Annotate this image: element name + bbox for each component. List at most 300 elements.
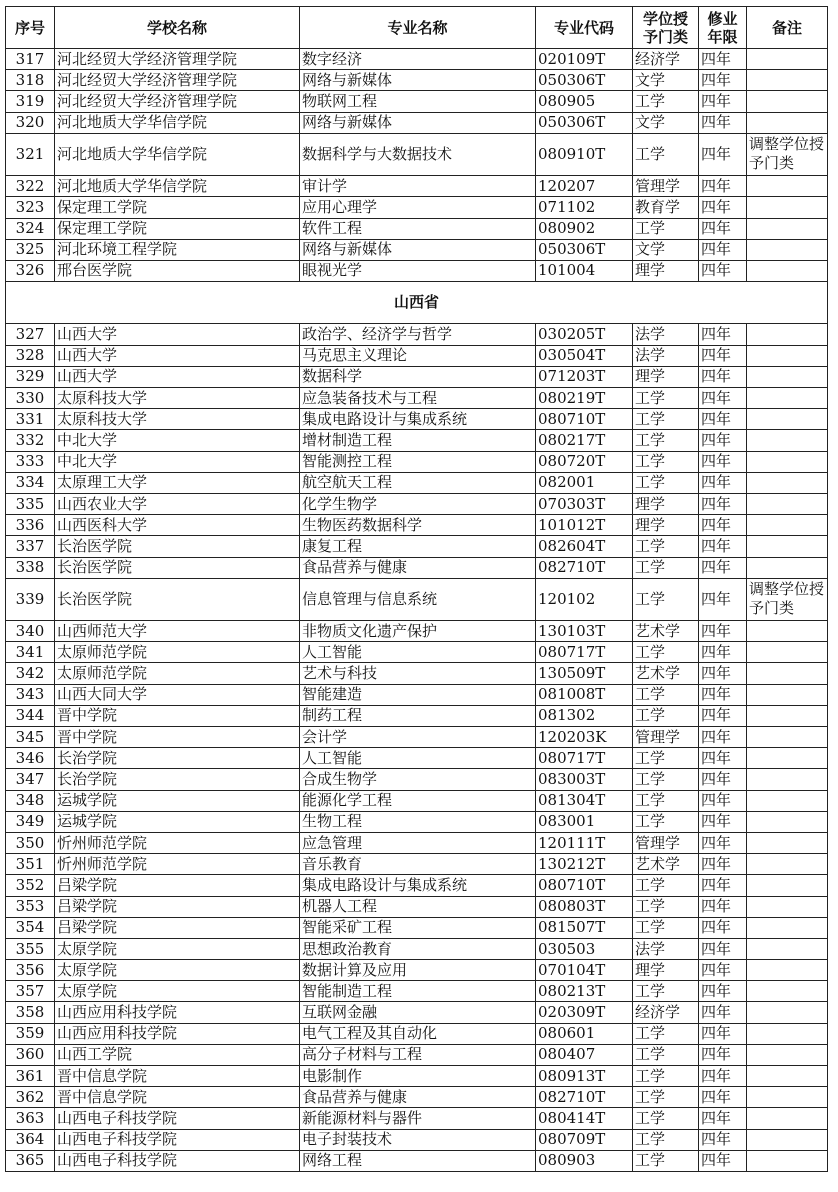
cell-degree: 工学 xyxy=(633,1087,699,1108)
cell-major: 智能采矿工程 xyxy=(300,917,536,938)
cell-degree: 工学 xyxy=(633,409,699,430)
cell-years: 四年 xyxy=(699,49,747,70)
cell-seq: 348 xyxy=(6,790,55,811)
cell-years: 四年 xyxy=(699,748,747,769)
cell-major: 电影制作 xyxy=(300,1066,536,1087)
cell-seq: 341 xyxy=(6,642,55,663)
cell-years: 四年 xyxy=(699,1023,747,1044)
cell-years: 四年 xyxy=(699,1002,747,1023)
cell-code: 130509T xyxy=(536,663,633,684)
cell-degree: 工学 xyxy=(633,91,699,112)
cell-note xyxy=(747,981,828,1002)
cell-major: 生物工程 xyxy=(300,811,536,832)
cell-seq: 361 xyxy=(6,1066,55,1087)
table-row xyxy=(6,557,828,578)
cell-degree: 理学 xyxy=(633,960,699,981)
cell-major: 眼视光学 xyxy=(300,260,536,281)
cell-major: 应急装备技术与工程 xyxy=(300,388,536,409)
header-code: 专业代码 xyxy=(536,7,633,49)
cell-note: 调整学位授予门类 xyxy=(747,133,828,175)
cell-seq: 351 xyxy=(6,854,55,875)
cell-seq: 322 xyxy=(6,176,55,197)
cell-years: 四年 xyxy=(699,960,747,981)
cell-school: 山西电子科技学院 xyxy=(55,1108,300,1129)
cell-degree: 工学 xyxy=(633,557,699,578)
table-header xyxy=(6,7,828,49)
cell-years: 四年 xyxy=(699,854,747,875)
cell-note xyxy=(747,727,828,748)
cell-seq: 342 xyxy=(6,663,55,684)
cell-note xyxy=(747,324,828,345)
cell-years: 四年 xyxy=(699,91,747,112)
header-years xyxy=(699,7,747,49)
cell-seq: 354 xyxy=(6,917,55,938)
cell-seq: 324 xyxy=(6,218,55,239)
cell-years: 四年 xyxy=(699,790,747,811)
cell-major: 制药工程 xyxy=(300,705,536,726)
cell-years: 四年 xyxy=(699,112,747,133)
cell-degree: 工学 xyxy=(633,472,699,493)
cell-code: 020309T xyxy=(536,1002,633,1023)
header-degree xyxy=(633,7,699,49)
cell-school: 山西电子科技学院 xyxy=(55,1150,300,1171)
cell-note xyxy=(747,1002,828,1023)
cell-code: 080219T xyxy=(536,388,633,409)
cell-seq: 353 xyxy=(6,896,55,917)
cell-note xyxy=(747,642,828,663)
cell-years: 四年 xyxy=(699,218,747,239)
table-row xyxy=(6,832,828,853)
cell-code: 080717T xyxy=(536,748,633,769)
cell-major: 物联网工程 xyxy=(300,91,536,112)
cell-note xyxy=(747,70,828,91)
cell-code: 080710T xyxy=(536,409,633,430)
cell-years: 四年 xyxy=(699,239,747,260)
cell-major: 人工智能 xyxy=(300,748,536,769)
cell-years: 四年 xyxy=(699,917,747,938)
cell-years: 四年 xyxy=(699,1129,747,1150)
table-row xyxy=(6,1066,828,1087)
cell-note xyxy=(747,854,828,875)
cell-degree: 工学 xyxy=(633,917,699,938)
cell-major: 网络与新媒体 xyxy=(300,239,536,260)
cell-years: 四年 xyxy=(699,409,747,430)
table-row xyxy=(6,811,828,832)
cell-school: 忻州师范学院 xyxy=(55,854,300,875)
cell-code: 080407 xyxy=(536,1044,633,1065)
table-row xyxy=(6,49,828,70)
cell-school: 山西大同大学 xyxy=(55,684,300,705)
cell-school: 山西医科大学 xyxy=(55,515,300,536)
cell-school: 长治医学院 xyxy=(55,557,300,578)
cell-school: 长治医学院 xyxy=(55,578,300,620)
table-row xyxy=(6,515,828,536)
cell-note xyxy=(747,176,828,197)
cell-note xyxy=(747,790,828,811)
cell-note xyxy=(747,875,828,896)
cell-degree: 工学 xyxy=(633,748,699,769)
cell-seq: 331 xyxy=(6,409,55,430)
cell-degree: 教育学 xyxy=(633,197,699,218)
cell-years: 四年 xyxy=(699,811,747,832)
cell-school: 太原学院 xyxy=(55,960,300,981)
cell-school: 吕梁学院 xyxy=(55,896,300,917)
cell-seq: 336 xyxy=(6,515,55,536)
cell-school: 太原师范学院 xyxy=(55,642,300,663)
cell-code: 030205T xyxy=(536,324,633,345)
cell-seq: 317 xyxy=(6,49,55,70)
cell-code: 080910T xyxy=(536,133,633,175)
table-row xyxy=(6,409,828,430)
cell-seq: 360 xyxy=(6,1044,55,1065)
cell-major: 集成电路设计与集成系统 xyxy=(300,409,536,430)
cell-seq: 334 xyxy=(6,472,55,493)
cell-major: 数据科学 xyxy=(300,366,536,387)
cell-years: 四年 xyxy=(699,133,747,175)
cell-school: 河北地质大学华信学院 xyxy=(55,133,300,175)
cell-code: 083003T xyxy=(536,769,633,790)
cell-school: 山西应用科技学院 xyxy=(55,1002,300,1023)
cell-code: 050306T xyxy=(536,112,633,133)
cell-years: 四年 xyxy=(699,260,747,281)
table-row xyxy=(6,917,828,938)
cell-note xyxy=(747,49,828,70)
cell-seq: 325 xyxy=(6,239,55,260)
cell-note xyxy=(747,345,828,366)
cell-seq: 356 xyxy=(6,960,55,981)
cell-school: 晋中信息学院 xyxy=(55,1087,300,1108)
cell-years: 四年 xyxy=(699,493,747,514)
cell-code: 101012T xyxy=(536,515,633,536)
cell-code: 101004 xyxy=(536,260,633,281)
cell-major: 数据科学与大数据技术 xyxy=(300,133,536,175)
table-row xyxy=(6,133,828,175)
cell-seq: 326 xyxy=(6,260,55,281)
cell-degree: 工学 xyxy=(633,1108,699,1129)
cell-years: 四年 xyxy=(699,621,747,642)
cell-note xyxy=(747,536,828,557)
cell-school: 吕梁学院 xyxy=(55,917,300,938)
cell-school: 太原科技大学 xyxy=(55,388,300,409)
table-row xyxy=(6,1129,828,1150)
table-row xyxy=(6,960,828,981)
cell-degree: 经济学 xyxy=(633,1002,699,1023)
cell-major: 网络与新媒体 xyxy=(300,70,536,91)
cell-note xyxy=(747,239,828,260)
cell-years: 四年 xyxy=(699,536,747,557)
header-major: 专业名称 xyxy=(300,7,536,49)
cell-code: 080803T xyxy=(536,896,633,917)
cell-years: 四年 xyxy=(699,875,747,896)
cell-school: 河北地质大学华信学院 xyxy=(55,176,300,197)
cell-code: 030503 xyxy=(536,938,633,959)
cell-code: 081304T xyxy=(536,790,633,811)
cell-years: 四年 xyxy=(699,1150,747,1171)
cell-years: 四年 xyxy=(699,663,747,684)
cell-degree: 工学 xyxy=(633,896,699,917)
cell-degree: 工学 xyxy=(633,769,699,790)
cell-school: 山西电子科技学院 xyxy=(55,1129,300,1150)
cell-degree: 工学 xyxy=(633,875,699,896)
table-row xyxy=(6,324,828,345)
cell-years: 四年 xyxy=(699,388,747,409)
table-row xyxy=(6,748,828,769)
cell-major: 互联网金融 xyxy=(300,1002,536,1023)
cell-school: 河北地质大学华信学院 xyxy=(55,112,300,133)
cell-code: 120203K xyxy=(536,727,633,748)
cell-years: 四年 xyxy=(699,515,747,536)
cell-code: 071203T xyxy=(536,366,633,387)
header-seq: 序号 xyxy=(6,7,55,49)
table-row xyxy=(6,260,828,281)
cell-major: 智能制造工程 xyxy=(300,981,536,1002)
cell-years: 四年 xyxy=(699,832,747,853)
cell-years: 四年 xyxy=(699,705,747,726)
cell-degree: 文学 xyxy=(633,239,699,260)
cell-major: 能源化学工程 xyxy=(300,790,536,811)
table-row xyxy=(6,642,828,663)
cell-years: 四年 xyxy=(699,642,747,663)
cell-degree: 经济学 xyxy=(633,49,699,70)
table-row xyxy=(6,197,828,218)
cell-school: 河北环境工程学院 xyxy=(55,239,300,260)
cell-seq: 346 xyxy=(6,748,55,769)
cell-seq: 338 xyxy=(6,557,55,578)
cell-seq: 330 xyxy=(6,388,55,409)
cell-degree: 工学 xyxy=(633,642,699,663)
cell-years: 四年 xyxy=(699,769,747,790)
cell-years: 四年 xyxy=(699,1066,747,1087)
cell-code: 080709T xyxy=(536,1129,633,1150)
cell-years: 四年 xyxy=(699,345,747,366)
table-row xyxy=(6,70,828,91)
cell-code: 070303T xyxy=(536,493,633,514)
cell-note xyxy=(747,896,828,917)
cell-major: 集成电路设计与集成系统 xyxy=(300,875,536,896)
cell-major: 网络工程 xyxy=(300,1150,536,1171)
cell-seq: 359 xyxy=(6,1023,55,1044)
cell-major: 马克思主义理论 xyxy=(300,345,536,366)
cell-code: 130212T xyxy=(536,854,633,875)
cell-seq: 333 xyxy=(6,451,55,472)
cell-school: 晋中学院 xyxy=(55,727,300,748)
cell-school: 中北大学 xyxy=(55,430,300,451)
cell-degree: 工学 xyxy=(633,811,699,832)
cell-degree: 工学 xyxy=(633,388,699,409)
table-row xyxy=(6,727,828,748)
section-title: 山西省 xyxy=(6,282,828,324)
cell-seq: 344 xyxy=(6,705,55,726)
cell-degree: 工学 xyxy=(633,790,699,811)
cell-note: 调整学位授予门类 xyxy=(747,578,828,620)
cell-note xyxy=(747,1023,828,1044)
cell-major: 信息管理与信息系统 xyxy=(300,578,536,620)
cell-seq: 362 xyxy=(6,1087,55,1108)
cell-seq: 328 xyxy=(6,345,55,366)
cell-school: 运城学院 xyxy=(55,790,300,811)
cell-seq: 347 xyxy=(6,769,55,790)
cell-code: 080213T xyxy=(536,981,633,1002)
cell-school: 山西工学院 xyxy=(55,1044,300,1065)
cell-note xyxy=(747,388,828,409)
cell-years: 四年 xyxy=(699,684,747,705)
cell-major: 新能源材料与器件 xyxy=(300,1108,536,1129)
table-row xyxy=(6,536,828,557)
cell-major: 应用心理学 xyxy=(300,197,536,218)
cell-seq: 340 xyxy=(6,621,55,642)
cell-code: 071102 xyxy=(536,197,633,218)
cell-code: 080717T xyxy=(536,642,633,663)
cell-degree: 管理学 xyxy=(633,176,699,197)
cell-seq: 329 xyxy=(6,366,55,387)
cell-note xyxy=(747,1108,828,1129)
cell-major: 食品营养与健康 xyxy=(300,1087,536,1108)
cell-note xyxy=(747,705,828,726)
cell-degree: 工学 xyxy=(633,1066,699,1087)
cell-years: 四年 xyxy=(699,981,747,1002)
cell-major: 食品营养与健康 xyxy=(300,557,536,578)
cell-note xyxy=(747,493,828,514)
cell-degree: 工学 xyxy=(633,1023,699,1044)
header-degree-line2: 予门类 xyxy=(642,27,688,46)
cell-note xyxy=(747,748,828,769)
cell-degree: 工学 xyxy=(633,981,699,1002)
cell-code: 020109T xyxy=(536,49,633,70)
cell-degree: 工学 xyxy=(633,1044,699,1065)
cell-note xyxy=(747,218,828,239)
cell-note xyxy=(747,557,828,578)
cell-code: 081008T xyxy=(536,684,633,705)
cell-degree: 法学 xyxy=(633,938,699,959)
cell-note xyxy=(747,684,828,705)
cell-school: 河北经贸大学经济管理学院 xyxy=(55,49,300,70)
cell-major: 生物医药数据科学 xyxy=(300,515,536,536)
table-row xyxy=(6,472,828,493)
table-row xyxy=(6,239,828,260)
cell-seq: 343 xyxy=(6,684,55,705)
table-row xyxy=(6,345,828,366)
cell-degree: 工学 xyxy=(633,705,699,726)
table-row xyxy=(6,981,828,1002)
cell-seq: 323 xyxy=(6,197,55,218)
cell-seq: 352 xyxy=(6,875,55,896)
table-row xyxy=(6,91,828,112)
header-note: 备注 xyxy=(747,7,828,49)
cell-code: 080601 xyxy=(536,1023,633,1044)
table-row xyxy=(6,1044,828,1065)
cell-note xyxy=(747,515,828,536)
cell-school: 保定理工学院 xyxy=(55,197,300,218)
cell-degree: 工学 xyxy=(633,451,699,472)
cell-years: 四年 xyxy=(699,366,747,387)
cell-degree: 工学 xyxy=(633,536,699,557)
cell-school: 太原学院 xyxy=(55,938,300,959)
cell-degree: 艺术学 xyxy=(633,621,699,642)
cell-major: 航空航天工程 xyxy=(300,472,536,493)
cell-major: 音乐教育 xyxy=(300,854,536,875)
cell-years: 四年 xyxy=(699,197,747,218)
cell-major: 智能建造 xyxy=(300,684,536,705)
cell-seq: 358 xyxy=(6,1002,55,1023)
table-row xyxy=(6,493,828,514)
cell-years: 四年 xyxy=(699,472,747,493)
cell-code: 130103T xyxy=(536,621,633,642)
cell-school: 河北经贸大学经济管理学院 xyxy=(55,70,300,91)
cell-code: 081507T xyxy=(536,917,633,938)
cell-degree: 工学 xyxy=(633,1150,699,1171)
cell-major: 人工智能 xyxy=(300,642,536,663)
cell-seq: 335 xyxy=(6,493,55,514)
cell-note xyxy=(747,938,828,959)
cell-code: 080710T xyxy=(536,875,633,896)
cell-code: 120102 xyxy=(536,578,633,620)
cell-seq: 320 xyxy=(6,112,55,133)
cell-major: 机器人工程 xyxy=(300,896,536,917)
cell-degree: 工学 xyxy=(633,578,699,620)
cell-school: 河北经贸大学经济管理学院 xyxy=(55,91,300,112)
table-row xyxy=(6,1023,828,1044)
cell-school: 晋中学院 xyxy=(55,705,300,726)
cell-note xyxy=(747,1044,828,1065)
cell-seq: 363 xyxy=(6,1108,55,1129)
cell-seq: 327 xyxy=(6,324,55,345)
cell-school: 太原科技大学 xyxy=(55,409,300,430)
cell-major: 增材制造工程 xyxy=(300,430,536,451)
cell-degree: 工学 xyxy=(633,430,699,451)
cell-note xyxy=(747,832,828,853)
cell-school: 山西应用科技学院 xyxy=(55,1023,300,1044)
cell-degree: 工学 xyxy=(633,218,699,239)
cell-school: 吕梁学院 xyxy=(55,875,300,896)
table-body xyxy=(6,49,828,1172)
cell-school: 太原理工大学 xyxy=(55,472,300,493)
cell-code: 080217T xyxy=(536,430,633,451)
table-row xyxy=(6,176,828,197)
cell-note xyxy=(747,430,828,451)
cell-seq: 345 xyxy=(6,727,55,748)
cell-years: 四年 xyxy=(699,70,747,91)
table-row xyxy=(6,388,828,409)
cell-code: 082710T xyxy=(536,1087,633,1108)
cell-school: 长治学院 xyxy=(55,748,300,769)
header-row xyxy=(6,7,828,49)
cell-school: 长治医学院 xyxy=(55,536,300,557)
cell-school: 邢台医学院 xyxy=(55,260,300,281)
cell-note xyxy=(747,1087,828,1108)
cell-note xyxy=(747,917,828,938)
cell-note xyxy=(747,769,828,790)
cell-code: 080902 xyxy=(536,218,633,239)
table-row xyxy=(6,218,828,239)
cell-school: 运城学院 xyxy=(55,811,300,832)
table-row xyxy=(6,790,828,811)
cell-seq: 318 xyxy=(6,70,55,91)
table-row xyxy=(6,684,828,705)
cell-years: 四年 xyxy=(699,896,747,917)
cell-major: 合成生物学 xyxy=(300,769,536,790)
cell-school: 山西师范大学 xyxy=(55,621,300,642)
cell-degree: 文学 xyxy=(633,112,699,133)
header-degree-line1: 学位授 xyxy=(642,9,688,28)
table-row xyxy=(6,854,828,875)
cell-years: 四年 xyxy=(699,557,747,578)
cell-major: 高分子材料与工程 xyxy=(300,1044,536,1065)
cell-code: 120207 xyxy=(536,176,633,197)
cell-degree: 管理学 xyxy=(633,727,699,748)
cell-degree: 艺术学 xyxy=(633,854,699,875)
cell-seq: 321 xyxy=(6,133,55,175)
cell-note xyxy=(747,197,828,218)
